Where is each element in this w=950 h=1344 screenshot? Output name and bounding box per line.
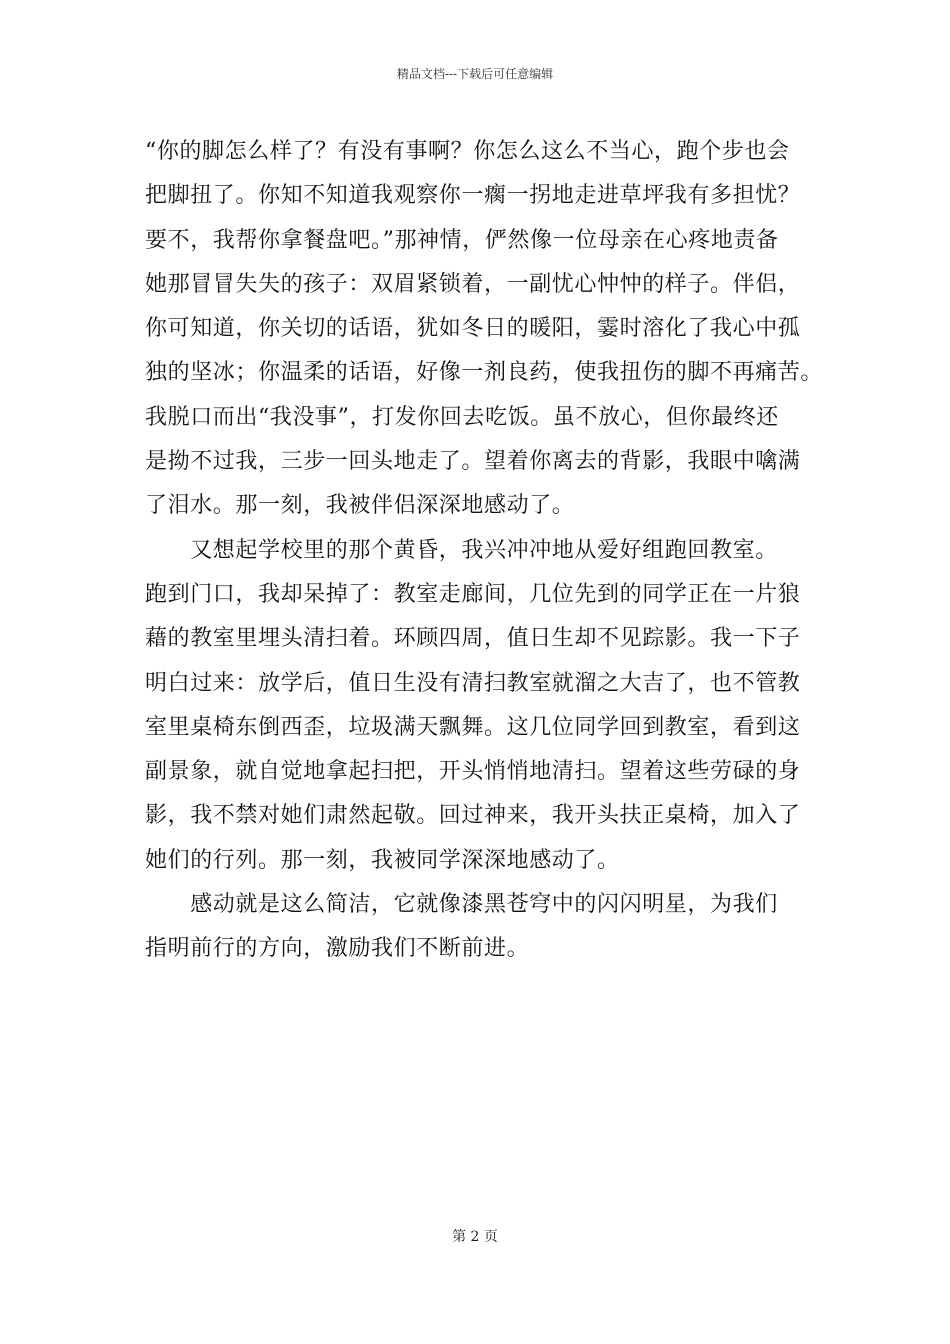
text-line: 感动就是这么简洁，它就像漆黑苍穹中的闪闪明星，为我们 <box>145 892 778 918</box>
text-line: 明白过来：放学后，值日生没有清扫教室就溜之大吉了，也不管教 <box>145 670 801 696</box>
text-line: 了泪水。那一刻，我被伴侣深深地感动了。 <box>145 493 575 519</box>
page-header: 精品文档---下载后可任意编辑 <box>396 67 554 81</box>
text-line: 是拗不过我，三步一回头地走了。望着你离去的背影，我眼中噙满 <box>145 449 801 475</box>
text-line: 她那冒冒失失的孩子：双眉紧锁着，一副忧心忡忡的样子。伴侣， <box>145 271 801 297</box>
text-line: 副景象，就自觉地拿起扫把，开头悄悄地清扫。望着这些劳碌的身 <box>145 759 801 785</box>
text-line: 跑到门口，我却呆掉了：教室走廊间，几位先到的同学正在一片狼 <box>145 581 801 607</box>
page-number: 第 2 页 <box>452 1229 498 1245</box>
text-line: 把脚扭了。你知不知道我观察你一瘸一拐地走进草坪我有多担忧？ <box>145 183 801 209</box>
text-line: 又想起学校里的那个黄昏，我兴冲冲地从爱好组跑回教室。 <box>145 537 778 563</box>
text-line: 我脱口而出“我没事”，打发你回去吃饭。虽不放心，但你最终还 <box>145 404 779 430</box>
text-line: 藉的教室里埋头清扫着。环顾四周，值日生却不见踪影。我一下子 <box>145 626 801 652</box>
text-line: “你的脚怎么样了？有没有事啊？你怎么这么不当心，跑个步也会 <box>145 139 790 164</box>
text-line: 影，我不禁对她们肃然起敬。回过神来，我开头扶正桌椅，加入了 <box>145 803 801 829</box>
text-line: 独的坚冰；你温柔的话语，好像一剂良药，使我扭伤的脚不再痛苦。 <box>145 360 824 386</box>
text-line: 你可知道，你关切的话语，犹如冬日的暖阳，霎时溶化了我心中孤 <box>145 316 801 342</box>
text-line: 指明前行的方向，激励我们不断前进。 <box>145 936 530 962</box>
document-body <box>145 130 825 972</box>
text-line: 要不，我帮你拿餐盘吧。”那神情，俨然像一位母亲在心疼地责备 <box>145 227 779 253</box>
text-line: 室里桌椅东倒西歪，垃圾满天飘舞。这几位同学回到教室，看到这 <box>145 714 801 740</box>
text-line: 她们的行列。那一刻，我被同学深深地感动了。 <box>145 847 620 873</box>
